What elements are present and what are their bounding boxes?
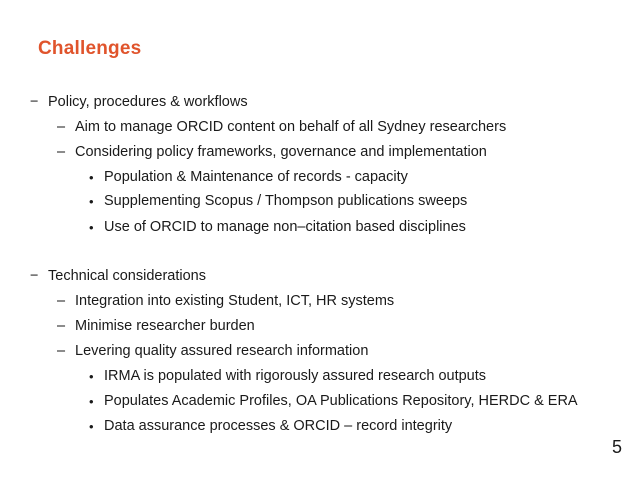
section-heading-technical	[30, 266, 206, 286]
dash-marker: –	[57, 293, 66, 309]
bullet-marker: •	[89, 369, 94, 384]
sub-list-item	[89, 167, 408, 187]
bullet-marker: •	[89, 170, 94, 185]
page-number: 5	[611, 437, 622, 457]
slide-title: Challenges	[38, 38, 142, 59]
bullet-marker: •	[89, 194, 94, 209]
dash-marker: –	[57, 318, 66, 334]
list-item-text: Minimise researcher burden	[75, 318, 255, 334]
sub-list-item	[89, 191, 468, 211]
sub-list-item	[89, 217, 466, 237]
list-item-text: Aim to manage ORCID content on behalf of all Sydney researchers	[75, 119, 507, 135]
list-item	[57, 142, 487, 162]
bullet-marker: •	[89, 394, 94, 409]
sub-list-item	[89, 391, 578, 411]
dash-marker: –	[57, 343, 66, 359]
list-item-text: Considering policy frameworks, governance and implementation	[75, 144, 487, 160]
sub-list-item	[89, 366, 487, 386]
sub-list-item-text: Populates Academic Profiles, OA Publications Repository, HERDC & ERA	[104, 393, 578, 409]
dash-marker: –	[57, 144, 66, 160]
list-item	[57, 291, 395, 311]
sub-list-item-text: Data assurance processes & ORCID – record integrity	[104, 418, 453, 434]
list-item	[57, 341, 369, 361]
sub-list-item-text: Use of ORCID to manage non–citation based disciplines	[104, 219, 466, 235]
sub-list-item	[89, 416, 453, 436]
section-heading-text: Policy, procedures & workflows	[48, 94, 248, 110]
list-item-text: Levering quality assured research information	[75, 343, 369, 359]
section-heading-text: Technical considerations	[48, 268, 206, 284]
sub-list-item-text: Population & Maintenance of records - capacity	[104, 169, 408, 185]
sub-list-item-text: IRMA is populated with rigorously assured research outputs	[104, 368, 487, 384]
section-heading-policy	[30, 92, 248, 112]
list-item	[57, 316, 255, 336]
list-item	[57, 117, 507, 137]
bullet-marker: •	[89, 419, 94, 434]
sub-list-item-text: Supplementing Scopus / Thompson publications sweeps	[104, 193, 468, 209]
dash-marker: −	[30, 94, 39, 110]
list-item-text: Integration into existing Student, ICT, HR systems	[75, 293, 395, 309]
dash-marker: −	[30, 268, 39, 284]
bullet-marker: •	[89, 220, 94, 235]
dash-marker: –	[57, 119, 66, 135]
